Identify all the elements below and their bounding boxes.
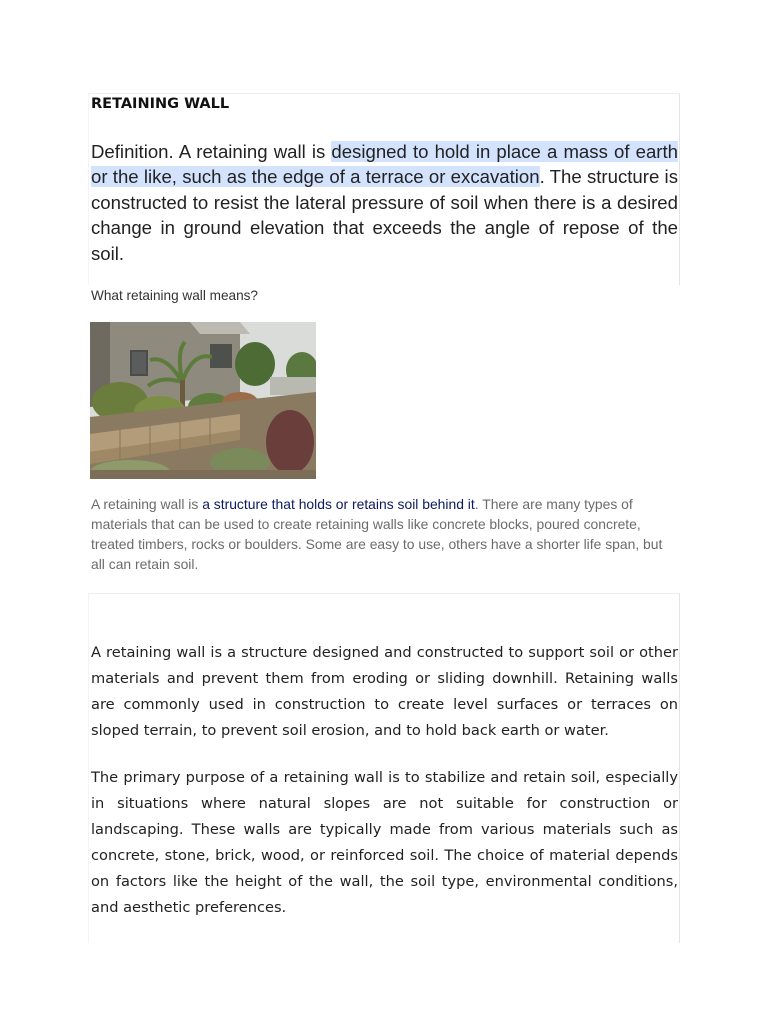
caption-suffix: . There are many types of materials that can be used to create retaining walls like concrete blocks, poured concrete, treated timbers, rocks or boulders. Some are easy to use, others have a shorter life span, but all can retain soil. — [91, 496, 663, 572]
caption-prefix: A retaining wall is — [91, 496, 203, 512]
definition-highlight: designed to hold in place a mass of earth or the like, such as the edge of a terrace or excavation — [91, 141, 678, 188]
definition-paragraph — [91, 139, 678, 266]
paragraph-2: The primary purpose of a retaining wall is to stabilize and retain soil, especially in situations where natural slopes are not suitable for construction or landscaping. These walls are typically made from various materials such as concrete, stone, brick, wood, or reinforced soil. The choice of material depends on factors like the height of the wall, the soil type, environmental conditions, and aesthetic preferences. — [91, 769, 678, 917]
paragraph-1: A retaining wall is a structure designed and constructed to support soil or other materials and prevent them from eroding or sliding downhill. Retaining walls are commonly used in construction to create level surfaces or terraces on sloped terrain, to prevent soil erosion, and to hold back earth or water. — [91, 644, 678, 740]
definition-prefix: Definition. A retaining wall is — [91, 141, 332, 162]
caption-link[interactable]: a structure that holds or retains soil behind it — [202, 496, 475, 512]
image-caption — [91, 494, 676, 574]
retaining-wall-photo — [90, 322, 316, 479]
page-heading: RETAINING WALL — [91, 96, 230, 112]
definition-suffix: . The structure is constructed to resist the lateral pressure of soil when there is a desired change in ground elevation that exceeds the angle of repose of the soil. — [91, 166, 678, 264]
question-text: What retaining wall means? — [91, 288, 258, 303]
